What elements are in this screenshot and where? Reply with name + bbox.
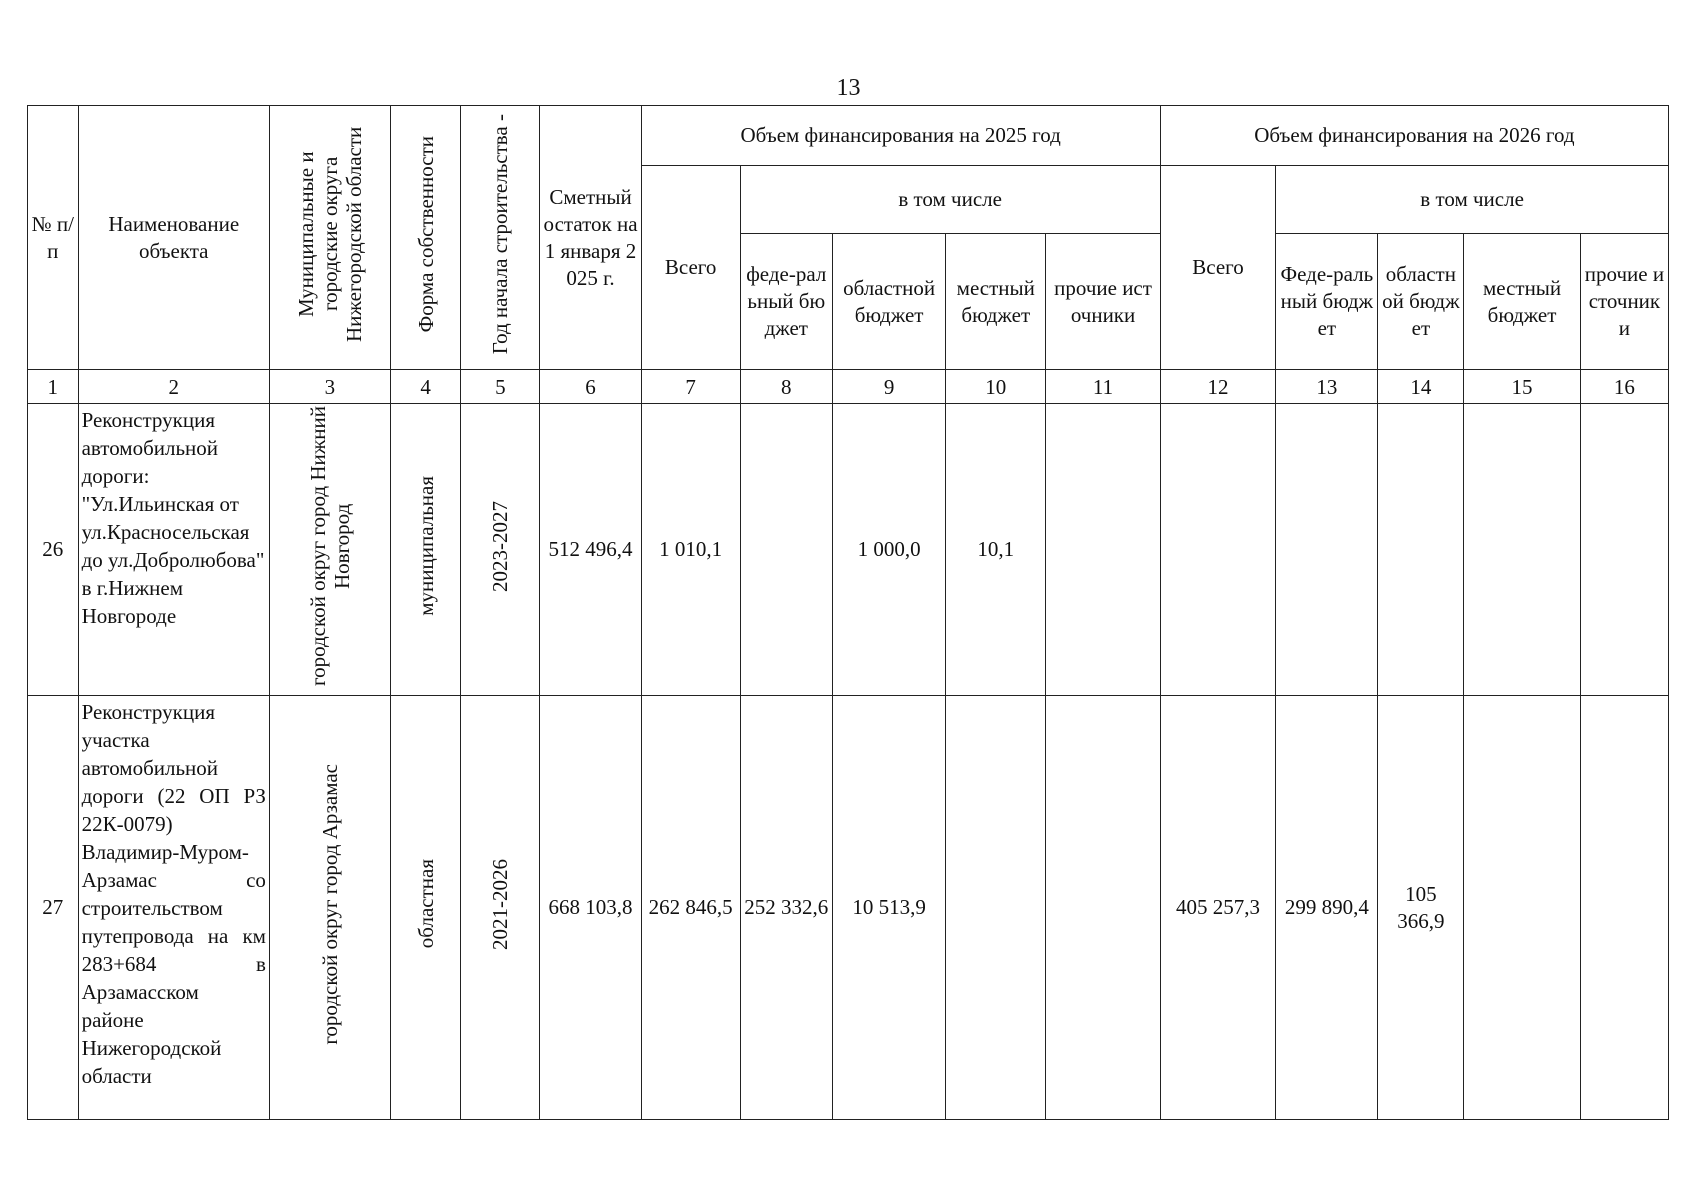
header-reg-2025: областной бюджет [832, 234, 945, 370]
fed-2026: 299 890,4 [1276, 696, 1378, 1120]
header-balance: Сметный остаток на 1 января 2025 г. [540, 106, 641, 370]
row-num: 26 [28, 404, 79, 696]
fed-2025: 252 332,6 [740, 696, 832, 1120]
object-name: Реконструкция участка автомобильной дороги (22 ОП РЗ 22К-0079) Владимир-Муром-Арзамас со строительством путепровода на км 283+684 в Арзамасском районе Нижегородской области [78, 696, 269, 1120]
balance: 668 103,8 [540, 696, 641, 1120]
header-oth-2026: прочие источники [1580, 234, 1668, 370]
column-number: 13 [1276, 370, 1378, 404]
fed-2026 [1276, 404, 1378, 696]
investment-table [27, 105, 1669, 1120]
loc-2025 [946, 696, 1046, 1120]
column-number: 11 [1046, 370, 1160, 404]
header-including-2025: в том числе [740, 166, 1160, 234]
header-oth-2025: прочие источники [1046, 234, 1160, 370]
reg-2026 [1378, 404, 1464, 696]
ownership-cell [390, 696, 460, 1120]
years-cell [461, 696, 540, 1120]
header-fin-2025: Объем финансирования на 2025 год [641, 106, 1160, 166]
column-number: 2 [78, 370, 269, 404]
row-num: 27 [28, 696, 79, 1120]
reg-2025: 10 513,9 [832, 696, 945, 1120]
balance: 512 496,4 [540, 404, 641, 696]
header-num: № п/п [28, 106, 79, 370]
column-number: 6 [540, 370, 641, 404]
column-number: 7 [641, 370, 740, 404]
column-number: 14 [1378, 370, 1464, 404]
header-row-1 [28, 106, 1669, 166]
total-2026 [1160, 404, 1275, 696]
years-text: 2023-2027 [488, 500, 513, 592]
reg-2025: 1 000,0 [832, 404, 945, 696]
header-total-2026: Всего [1160, 166, 1275, 370]
column-number: 5 [461, 370, 540, 404]
loc-2026 [1464, 696, 1581, 1120]
header-name: Наименование объекта [78, 106, 269, 370]
municipality-cell [269, 696, 390, 1120]
column-number: 3 [269, 370, 390, 404]
municipality-cell [269, 404, 390, 696]
loc-2026 [1464, 404, 1581, 696]
header-loc-2026: местный бюджет [1464, 234, 1581, 370]
object-name: Реконструкция автомобильной дороги: "Ул.Ильинская от ул.Красносельская до ул.Добролюбова" в г.Нижнем Новгороде [78, 404, 269, 696]
reg-2026: 105 366,9 [1378, 696, 1464, 1120]
header-start-year-text: Год начала строительства - [488, 113, 513, 355]
page-number: 13 [836, 75, 861, 101]
column-number-row [28, 370, 1669, 404]
loc-2025: 10,1 [946, 404, 1046, 696]
oth-2026 [1580, 404, 1668, 696]
ownership-cell [390, 404, 460, 696]
column-number: 10 [946, 370, 1046, 404]
years-cell [461, 404, 540, 696]
column-number: 8 [740, 370, 832, 404]
column-number: 12 [1160, 370, 1275, 404]
header-municipality [269, 106, 390, 370]
fed-2025 [740, 404, 832, 696]
municipality-text: городской округ город Нижний Новгород [305, 406, 354, 686]
municipality-text: городской округ город Арзамас [317, 763, 342, 1045]
total-2026: 405 257,3 [1160, 696, 1275, 1120]
header-loc-2025: местный бюджет [946, 234, 1046, 370]
header-total-2025: Всего [641, 166, 740, 370]
table-row [28, 404, 1669, 696]
total-2025: 262 846,5 [641, 696, 740, 1120]
oth-2025 [1046, 404, 1160, 696]
header-fed-2025: феде-ральный бюджет [740, 234, 832, 370]
column-number: 16 [1580, 370, 1668, 404]
header-start-year [461, 106, 540, 370]
oth-2025 [1046, 696, 1160, 1120]
oth-2026 [1580, 696, 1668, 1120]
header-reg-2026: областной бюджет [1378, 234, 1464, 370]
ownership-text: областная [413, 859, 438, 949]
header-ownership-text: Форма собственности [413, 135, 438, 333]
header-ownership [390, 106, 460, 370]
header-including-2026: в том числе [1276, 166, 1669, 234]
total-2025: 1 010,1 [641, 404, 740, 696]
column-number: 4 [390, 370, 460, 404]
header-fin-2026: Объем финансирования на 2026 год [1160, 106, 1668, 166]
table-row [28, 696, 1669, 1120]
column-number: 9 [832, 370, 945, 404]
column-number: 1 [28, 370, 79, 404]
header-municipality-text: Муниципальные и городские округа Нижегородской области [293, 126, 366, 342]
header-fed-2026: Феде-ральный бюджет [1276, 234, 1378, 370]
ownership-text: муниципальная [413, 476, 438, 616]
years-text: 2021-2026 [488, 858, 513, 950]
column-number: 15 [1464, 370, 1581, 404]
